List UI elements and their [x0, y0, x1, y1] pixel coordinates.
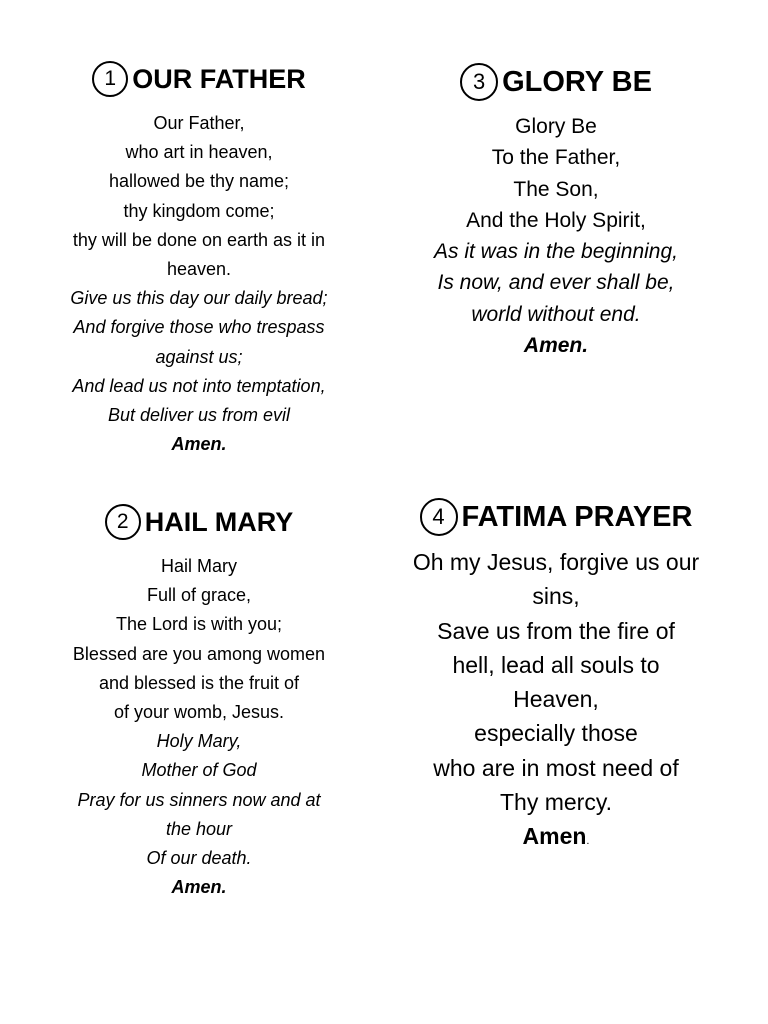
prayer-line: Give us this day our daily bread; [70, 288, 328, 309]
hail-mary-text [40, 552, 358, 902]
prayer-line: Glory Be [515, 115, 597, 138]
our-father-heading [38, 60, 360, 98]
hail-mary-title: HAIL MARY [144, 506, 294, 537]
prayer-line: hell, lead all souls to [452, 651, 660, 678]
glory-be-card [398, 62, 714, 361]
our-father-title: OUR FATHER [132, 63, 306, 94]
prayer-line: Thy mercy. [499, 789, 613, 816]
prayer-line: Hail Mary [160, 556, 237, 576]
our-father-text [38, 109, 360, 459]
our-father-card [38, 60, 360, 459]
prayer-line: To the Father, [491, 146, 621, 170]
prayer-line: The Lord is with you; [115, 614, 283, 635]
prayer-line: thy kingdom come; [123, 200, 275, 221]
prayer-line: As it was in the beginning, [434, 240, 678, 264]
prayer-line: thy will be done on earth as it in [72, 229, 326, 250]
prayer-line: Mother of God [141, 760, 257, 781]
prayer-line: And lead us not into temptation, [72, 375, 326, 396]
hail-mary-card [40, 503, 358, 902]
prayer-line: world without end. [471, 302, 641, 326]
prayer-line: Pray for us sinners now and at [77, 789, 321, 810]
prayer-line: who are in most need of [433, 754, 679, 781]
fatima-prayer-card [396, 497, 716, 859]
number-badge: 2 [105, 504, 141, 540]
prayer-line: against us; [155, 346, 243, 367]
prayer-line: The Son, [513, 177, 599, 201]
amen-line: Amen. [171, 877, 227, 898]
prayer-line: especially those [474, 720, 638, 747]
amen-word: Amen [522, 823, 587, 850]
amen-period: . [586, 835, 590, 848]
glory-be-heading [398, 62, 714, 102]
prayer-line: Of our death. [146, 848, 252, 869]
prayer-line: sins, [532, 583, 580, 610]
glory-be-text [398, 111, 714, 361]
amen-line [396, 819, 716, 858]
prayer-line: hallowed be thy name; [108, 171, 290, 192]
prayer-line: Oh my Jesus, forgive us our [412, 549, 700, 575]
number-badge: 3 [460, 63, 498, 101]
prayer-line: Full of grace, [146, 585, 252, 606]
prayer-line: and blessed is the fruit of [98, 672, 300, 693]
glory-be-title: GLORY BE [502, 65, 652, 98]
amen-line: Amen. [171, 434, 227, 455]
number-badge: 1 [92, 61, 128, 97]
prayer-line: Heaven, [513, 686, 599, 713]
prayer-line: And the Holy Spirit, [466, 208, 646, 232]
prayer-line: And forgive those who trespass [73, 317, 325, 338]
prayer-line: the hour [165, 818, 233, 839]
prayer-line: Holy Mary, [156, 731, 242, 752]
hail-mary-heading [40, 503, 358, 541]
prayer-line: Is now, and ever shall be, [437, 271, 675, 295]
number-badge: 4 [420, 498, 458, 536]
prayer-line: of your womb, Jesus. [113, 702, 285, 723]
prayer-line: Save us from the fire of [437, 617, 675, 644]
prayer-line: Our Father, [153, 113, 245, 133]
prayer-line: who art in heaven, [125, 142, 273, 163]
fatima-prayer-title: FATIMA PRAYER [461, 500, 693, 533]
fatima-prayer-text [396, 545, 716, 859]
prayer-line: heaven. [166, 259, 232, 280]
fatima-prayer-heading [396, 497, 716, 537]
amen-line: Amen. [523, 334, 589, 358]
prayer-line: But deliver us from evil [107, 405, 291, 426]
prayer-line: Blessed are you among women [72, 643, 326, 664]
